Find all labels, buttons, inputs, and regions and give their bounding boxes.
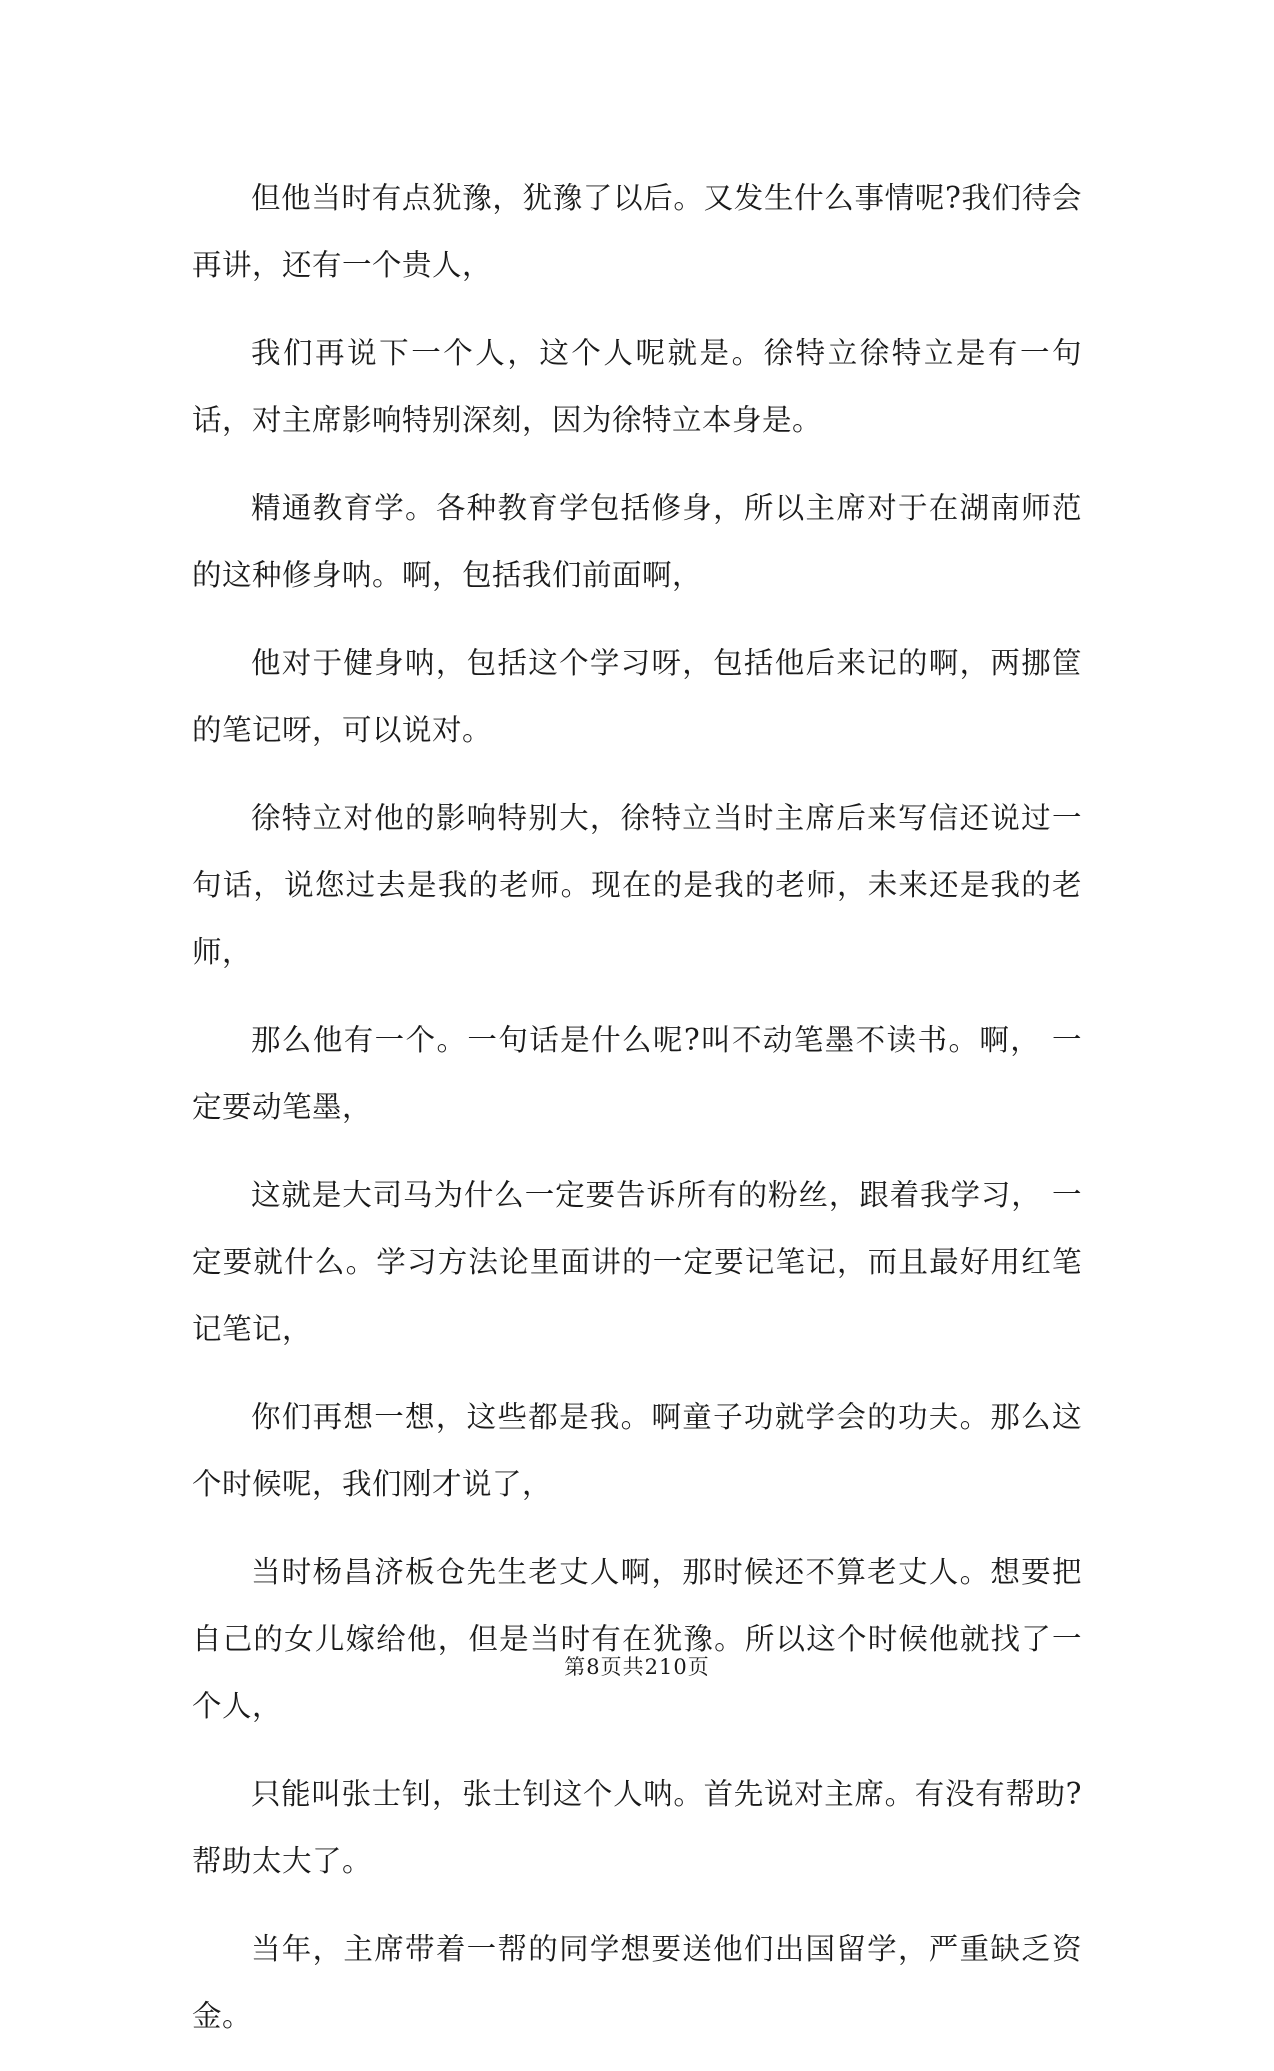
paragraph: 我们再说下一个人，这个人呢就是。徐特立徐特立是有一句话，对主席影响特别深刻，因为徐特立本身是。 bbox=[192, 336, 1082, 437]
paragraph: 精通教育学。各种教育学包括修身，所以主席对于在湖南师范的这种修身呐。啊，包括我们前面啊， bbox=[192, 491, 1082, 592]
paragraph: 这就是大司马为什么一定要告诉所有的粉丝，跟着我学习， 一定要就什么。学习方法论里面讲的一定要记笔记，而且最好用红笔记笔记， bbox=[192, 1178, 1082, 1346]
paragraph: 徐特立对他的影响特别大，徐特立当时主席后来写信还说过一句话，说您过去是我的老师。现在的是我的老师，未来还是我的老师， bbox=[192, 801, 1082, 969]
paragraph: 你们再想一想，这些都是我。啊童子功就学会的功夫。那么这个时候呢，我们刚才说了， bbox=[192, 1400, 1082, 1501]
paragraph: 当年，主席带着一帮的同学想要送他们出国留学，严重缺乏资金。 bbox=[192, 1932, 1082, 2033]
paragraph: 但他当时有点犹豫，犹豫了以后。又发生什么事情呢?我们待会再讲，还有一个贵人， bbox=[192, 181, 1082, 282]
paragraph: 只能叫张士钊，张士钊这个人呐。首先说对主席。有没有帮助?帮助太大了。 bbox=[192, 1777, 1082, 1878]
paragraph: 那么他有一个。一句话是什么呢?叫不动笔墨不读书。啊， 一定要动笔墨， bbox=[192, 1023, 1082, 1124]
page-number-footer: 第8页共210页 bbox=[564, 1655, 710, 1679]
paragraph: 他对于健身呐，包括这个学习呀，包括他后来记的啊，两挪筐的笔记呀，可以说对。 bbox=[192, 646, 1082, 747]
document-body bbox=[192, 165, 1082, 2071]
paragraph: 当时杨昌济板仓先生老丈人啊，那时候还不算老丈人。想要把自己的女儿嫁给他，但是当时有在犹豫。所以这个时候他就找了一个人， bbox=[192, 1555, 1082, 1723]
